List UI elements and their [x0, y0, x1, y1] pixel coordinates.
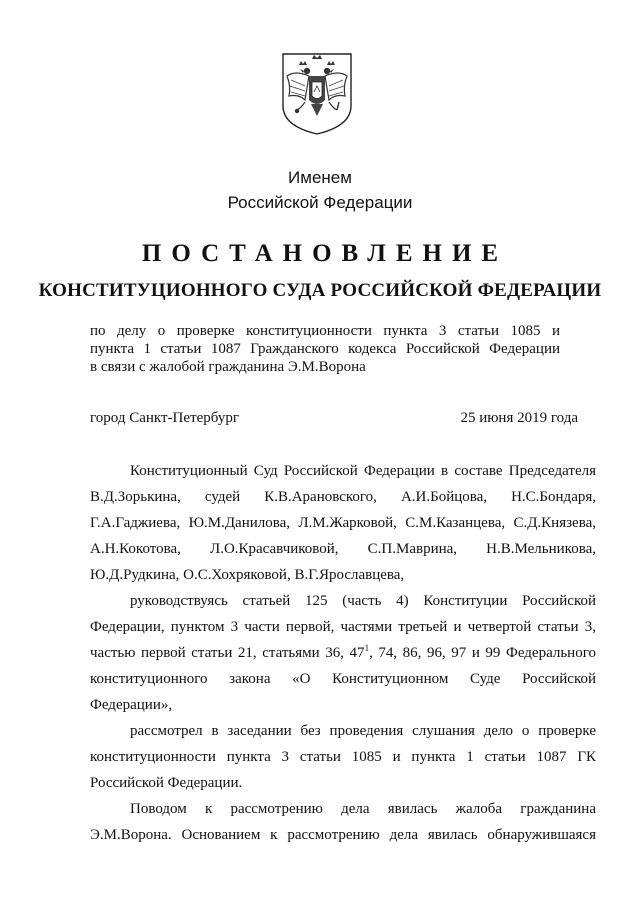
paragraph-line: Э.М.Ворона. Основанием к рассмотрению дела явилась обнаружившаяся	[90, 827, 596, 843]
paragraph-line: конституционного закона «О Конституционном Суде Российской	[90, 671, 596, 687]
paragraph-line: Российской Федерации.	[90, 775, 243, 791]
case-subject	[90, 322, 560, 376]
paragraph-line-with-superscript	[90, 640, 596, 666]
superscript: 1	[364, 643, 370, 653]
place: город Санкт-Петербург	[90, 410, 239, 426]
paragraph-line: А.Н.Кокотова, Л.О.Красавчиковой, С.П.Маврина, Н.В.Мельникова,	[90, 541, 596, 557]
paragraph-line: В.Д.Зорькина, судей К.В.Арановского, А.И.Бойцова, Н.С.Бондаря,	[90, 489, 596, 505]
header-line-2: Российской Федерации	[227, 193, 413, 212]
coat-of-arms-icon	[279, 50, 355, 136]
subject-line: по делу о проверке конституционности пункта 3 статьи 1085 и	[90, 323, 560, 339]
court-name: КОНСТИТУЦИОННОГО СУДА РОССИЙСКОЙ ФЕДЕРАЦИИ	[38, 280, 602, 301]
paragraph-line: Федерации»,	[90, 697, 173, 713]
paragraph-line: Федерации, пунктом 3 части первой, частями третьей и четвертой статьи 3,	[90, 619, 596, 635]
header-line-1: Именем	[288, 168, 352, 187]
paragraph-line: Ю.Д.Рудкина, О.С.Хохряковой, В.Г.Ярославцева,	[90, 567, 405, 583]
paragraph-line: руководствуясь статьей 125 (часть 4) Конституции Российской	[130, 593, 596, 609]
document-body	[90, 458, 596, 848]
text-fragment: частью первой статьи 21, статьями 36, 47	[90, 645, 365, 661]
paragraph-line: Конституционный Суд Российской Федерации в составе Председателя	[130, 463, 596, 479]
date: 25 июня 2019 года	[460, 410, 578, 426]
paragraph-line: Поводом к рассмотрению дела явилась жалоба гражданина	[130, 801, 596, 817]
subject-line: в связи с жалобой гражданина Э.М.Ворона	[90, 359, 366, 375]
paragraph-line: рассмотрел в заседании без проведения слушания дело о проверке	[130, 723, 596, 739]
paragraph-line: конституционности пункта 3 статьи 1085 и пункта 1 статьи 1087 ГК	[90, 749, 596, 765]
paragraph-line: Г.А.Гаджиева, Ю.М.Данилова, Л.М.Жарковой, С.М.Казанцева, С.Д.Князева,	[90, 515, 596, 531]
subject-line: пункта 1 статьи 1087 Гражданского кодекса Российской Федерации	[90, 341, 560, 357]
text-fragment: , 74, 86, 96, 97 и 99 Федерального	[369, 645, 596, 661]
document-title: ПОСТАНОВЛЕНИЕ	[141, 240, 509, 267]
